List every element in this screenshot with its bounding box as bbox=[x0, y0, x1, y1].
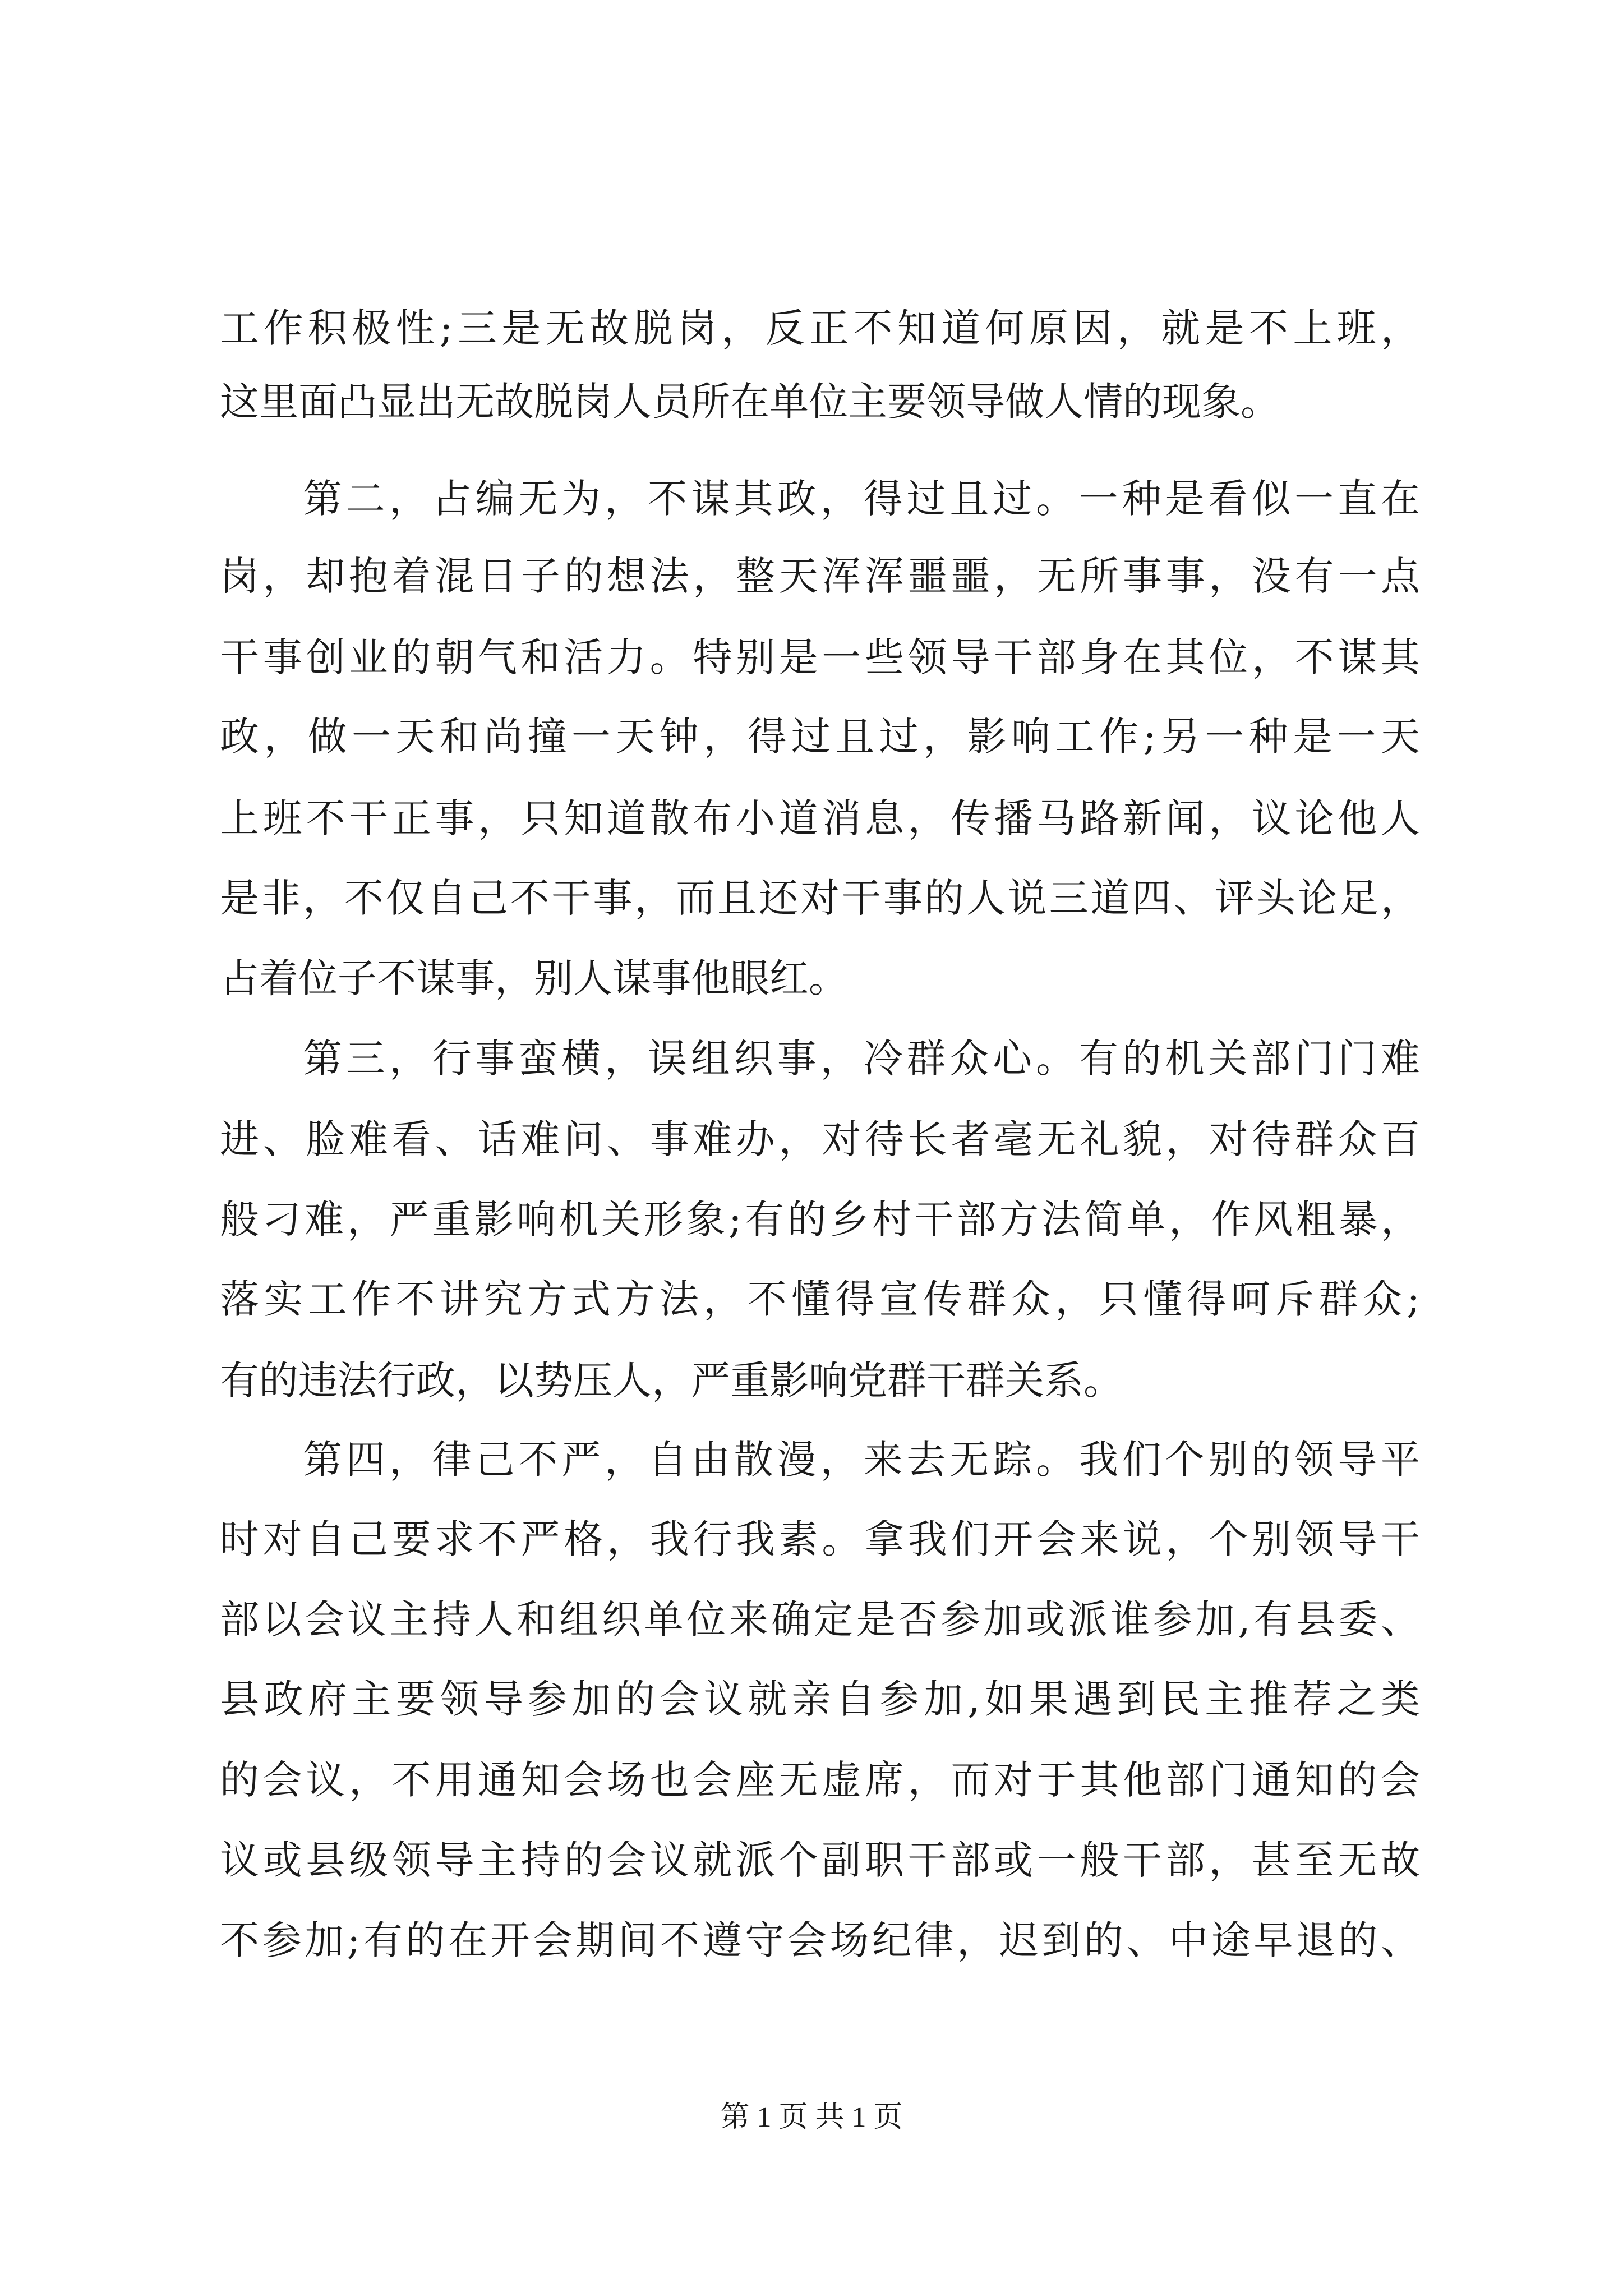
paragraph-3-line-2: 进、脸难看、话难问、事难办，对待长者毫无礼貌，对待群众百 bbox=[220, 1116, 1420, 1162]
paragraph-3-line-3: 般刁难，严重影响机关形象;有的乡村干部方法简单，作风粗暴， bbox=[220, 1197, 1420, 1243]
paragraph-2-line-6: 是非，不仅自己不干事，而且还对干事的人说三道四、评头论足， bbox=[220, 875, 1420, 921]
paragraph-2-line-7: 占着位子不谋事，别人谋事他眼红。 bbox=[220, 955, 848, 1001]
paragraph-3-line-5: 有的违法行政，以势压人，严重影响党群干群关系。 bbox=[220, 1358, 1123, 1404]
paragraph-3-line-4: 落实工作不讲究方式方法，不懂得宣传群众，只懂得呵斥群众; bbox=[220, 1276, 1420, 1322]
paragraph-4-line-2: 时对自己要求不严格，我行我素。拿我们开会来说，个别领导干 bbox=[220, 1516, 1420, 1562]
paragraph-4-line-7: 不参加;有的在开会期间不遵守会场纪律，迟到的、中途早退的、 bbox=[220, 1917, 1420, 1963]
paragraph-2-line-3: 干事创业的朝气和活力。特别是一些领导干部身在其位，不谋其 bbox=[220, 634, 1420, 680]
paragraph-4-line-3: 部以会议主持人和组织单位来确定是否参加或派谁参加,有县委、 bbox=[220, 1596, 1420, 1642]
paragraph-3-line-1: 第三，行事蛮横，误组织事，冷群众心。有的机关部门门难 bbox=[303, 1036, 1420, 1082]
paragraph-4-line-1: 第四，律己不严，自由散漫，来去无踪。我们个别的领导平 bbox=[303, 1437, 1420, 1483]
paragraph-2-line-2: 岗，却抱着混日子的想法，整天浑浑噩噩，无所事事，没有一点 bbox=[220, 553, 1420, 599]
paragraph-2-line-1: 第二，占编无为，不谋其政，得过且过。一种是看似一直在 bbox=[303, 476, 1420, 522]
paragraph-4-line-5: 的会议，不用通知会场也会座无虚席，而对于其他部门通知的会 bbox=[220, 1757, 1420, 1803]
paragraph-4-line-4: 县政府主要领导参加的会议就亲自参加,如果遇到民主推荐之类 bbox=[220, 1676, 1420, 1722]
paragraph-1-line-1: 工作积极性;三是无故脱岗，反正不知道何原因，就是不上班， bbox=[220, 305, 1420, 351]
paragraph-2-line-4: 政，做一天和尚撞一天钟，得过且过，影响工作;另一种是一天 bbox=[220, 714, 1420, 760]
paragraph-2-line-5: 上班不干正事，只知道散布小道消息，传播马路新闻，议论他人 bbox=[220, 795, 1420, 841]
page-number-footer: 第 1 页 共 1 页 bbox=[720, 2101, 903, 2133]
paragraph-1-line-2: 这里面凸显出无故脱岗人员所在单位主要领导做人情的现象。 bbox=[220, 379, 1280, 425]
paragraph-4-line-6: 议或县级领导主持的会议就派个副职干部或一般干部，甚至无故 bbox=[220, 1837, 1420, 1883]
